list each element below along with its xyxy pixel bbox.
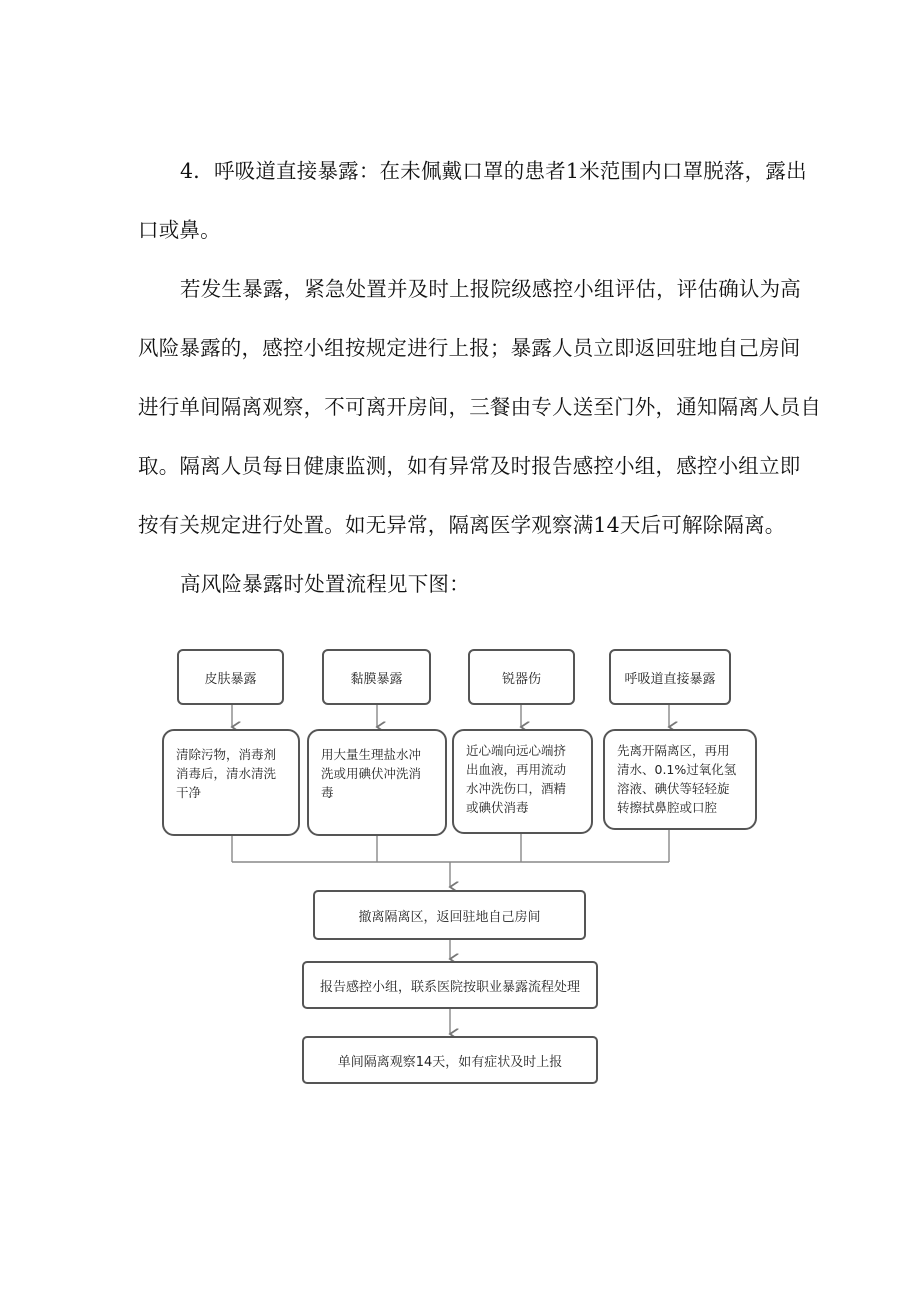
paragraph-2-line5: 按有关规定进行处置。如无异常，隔离医学观察满14天后可解除隔离。 (138, 513, 786, 537)
paragraph-item4-line2: 口或鼻。 (138, 218, 221, 242)
sharps-treatment-box (452, 729, 593, 834)
isolation-step-label: 单间隔离观察14天，如有症状及时上报 (337, 1054, 563, 1070)
treatment-line: 或碘伏消毒 (466, 800, 529, 815)
paragraph-2-line4: 取。隔离人员每日健康监测，如有异常及时报告感控小组，感控小组立即 (138, 454, 801, 478)
isolation-step-box (302, 1036, 598, 1084)
treatment-line: 干净 (176, 785, 202, 800)
paragraph-2-line2: 风险暴露的，感控小组按规定进行上报；暴露人员立即返回驻地自己房间 (138, 336, 801, 360)
treatment-line: 清水、0.1%过氧化氢 (617, 762, 737, 777)
skin-exposure-box (177, 649, 284, 705)
flowchart-connectors (160, 641, 760, 1086)
treatment-line: 转擦拭鼻腔或口腔 (617, 800, 718, 815)
paragraph-2-line3: 进行单间隔离观察，不可离开房间，三餐由专人送至门外，通知隔离人员自 (138, 395, 822, 419)
respiratory-exposure-label: 呼吸道直接暴露 (624, 671, 716, 687)
paragraph-2-line1: 若发生暴露，紧急处置并及时上报院级感控小组评估，评估确认为高 (180, 277, 801, 301)
mucosa-exposure-label: 黏膜暴露 (350, 671, 403, 687)
evacuate-step-label: 撤离隔离区，返回驻地自己房间 (358, 909, 541, 925)
exposure-flowchart (160, 641, 760, 1086)
treatment-line: 近心端向远心端挤 (466, 743, 567, 758)
sharps-injury-box (468, 649, 575, 705)
report-step-box (302, 961, 598, 1009)
respiratory-treatment-box (603, 729, 757, 830)
paragraph-item4-line1: 4．呼吸道直接暴露：在未佩戴口罩的患者1米范围内口罩脱落，露出 (180, 159, 807, 183)
sharps-injury-label: 锐器伤 (501, 671, 541, 687)
respiratory-exposure-box (609, 649, 731, 705)
treatment-line: 消毒后，清水清洗 (176, 766, 277, 781)
skin-exposure-label: 皮肤暴露 (204, 671, 257, 687)
report-step-label: 报告感控小组，联系医院按职业暴露流程处理 (319, 979, 580, 995)
treatment-line: 清除污物，消毒剂 (176, 747, 277, 762)
treatment-line: 毒 (321, 785, 334, 800)
evacuate-step-box (313, 890, 586, 940)
treatment-line: 水冲洗伤口，酒精 (466, 781, 567, 796)
treatment-line: 洗或用碘伏冲洗消 (321, 766, 422, 781)
treatment-line: 溶液、碘伏等轻轻旋 (617, 781, 730, 796)
treatment-line: 出血液，再用流动 (466, 762, 567, 777)
treatment-line: 先离开隔离区，再用 (617, 743, 730, 758)
paragraph-3-line1: 高风险暴露时处置流程见下图： (180, 572, 470, 596)
skin-treatment-box (162, 729, 300, 836)
mucosa-treatment-box (307, 729, 447, 836)
treatment-line: 用大量生理盐水冲 (321, 747, 422, 762)
mucosa-exposure-box (322, 649, 431, 705)
